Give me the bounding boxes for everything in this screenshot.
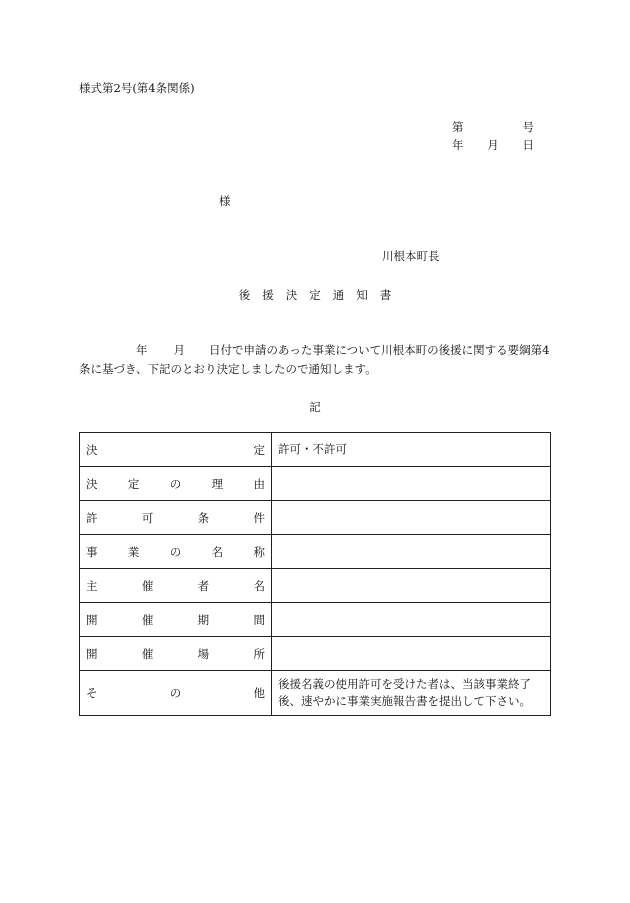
row-value [272,467,551,501]
table-row [80,433,551,467]
label-char: 名 [253,578,265,593]
date-month: 月 [487,138,499,152]
form-id: 様式第2号(第4条関係) [79,81,195,95]
document-date [452,137,534,153]
document-title [0,287,630,303]
label-char: 催 [141,578,154,593]
title-char: 知 [356,288,368,302]
label-char: 条 [197,510,210,525]
row-value [272,603,551,637]
table-row [80,671,551,716]
label-char: 由 [253,476,265,491]
label-char: 開 [86,646,98,661]
title-char: 決 [285,288,298,302]
title-char: 後 [238,288,251,302]
label-char: 定 [253,442,265,457]
label-char: 者 [197,578,210,593]
table-row [80,501,551,535]
row-value: 後援名義の使用許可を受けた者は、当該事業終了後、速やかに事業実施報告書を提出して下さい。 [272,671,551,716]
body-year-mark: 年 [136,343,148,357]
label-char: そ [86,686,98,700]
label-char: 主 [86,578,98,593]
label-char: の [169,476,182,491]
table-row [80,569,551,603]
document-number-prefix: 第 [452,120,464,134]
label-char: 期 [197,612,210,627]
label-char: 決 [86,442,98,457]
row-label [80,603,272,637]
row-label [80,671,272,716]
label-char: 可 [141,510,154,525]
document-number-suffix: 号 [522,120,534,134]
ki-heading: 記 [309,400,321,414]
row-label [80,501,272,535]
title-char: 定 [309,288,321,302]
date-day: 日 [522,138,534,152]
row-label [80,535,272,569]
label-char: 業 [127,544,140,559]
row-label [80,433,272,467]
row-label [80,637,272,671]
body-month-mark: 月 [173,343,185,357]
label-char: 所 [253,646,265,661]
table-row [80,603,551,637]
label-char: 名 [211,544,224,559]
label-char: 場 [197,646,210,661]
row-value [272,637,551,671]
label-char: 定 [127,476,140,491]
addressee: 様 [219,194,231,208]
title-char: 援 [262,288,274,302]
title-char: 書 [379,288,392,302]
date-year: 年 [452,138,464,152]
label-char: 催 [141,612,154,627]
label-char: 決 [86,476,98,491]
row-value: 許可・不許可 [272,433,551,467]
table-row [80,467,551,501]
label-char: 許 [86,510,98,525]
decision-table [79,432,551,716]
table-row [80,535,551,569]
label-char: 他 [253,686,265,700]
label-char: 件 [253,510,265,525]
label-char: 理 [211,476,224,491]
label-char: 催 [141,646,154,661]
row-label [80,467,272,501]
row-value [272,535,551,569]
table-row [80,637,551,671]
row-label [80,569,272,603]
body-paragraph [79,341,551,379]
label-char: 称 [253,544,265,559]
row-value [272,501,551,535]
body-text: 日付で申請のあった事業について川根本町の後援に関する要綱第4条に基づき、下記のとおり決定しましたので通知します。 [79,343,550,376]
label-char: 開 [86,612,98,627]
row-value [272,569,551,603]
label-char: 事 [86,544,98,559]
label-char: の [169,544,182,559]
sender: 川根本町長 [382,249,440,263]
label-char: 間 [253,612,265,627]
label-char: の [169,686,182,700]
document-number [452,119,534,135]
title-char: 通 [332,288,345,302]
